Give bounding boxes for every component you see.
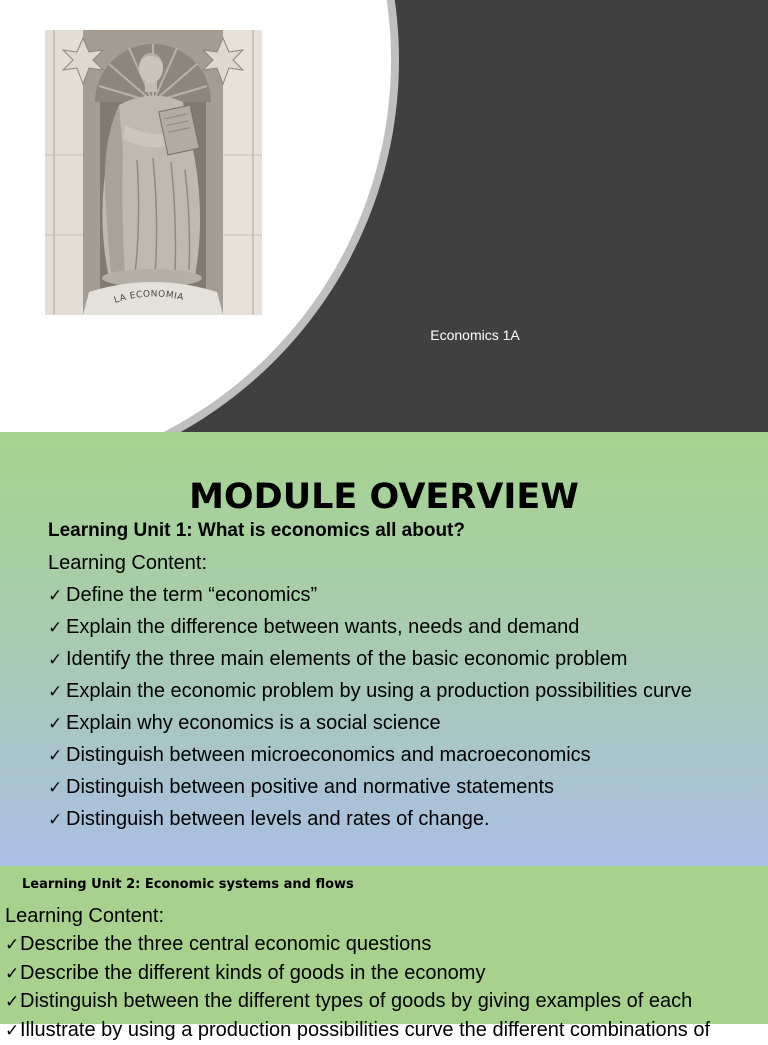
check-icon: ✓ (48, 682, 63, 702)
learning-unit-2-slide (0, 866, 768, 1041)
module-overview-slide (0, 432, 768, 866)
check-icon: ✓ (48, 650, 63, 670)
learning-unit-1-block (48, 515, 692, 835)
learning-outcome-text: Identify the three main elements of the basic economic problem (66, 648, 628, 670)
check-icon: ✓ (48, 714, 63, 734)
title-slide (0, 0, 768, 432)
slide-title: MODULE OVERVIEW (189, 477, 579, 517)
learning-outcome-text: Distinguish between microeconomics and macroeconomics (66, 744, 591, 766)
check-icon: ✓ (48, 778, 63, 798)
learning-unit-2-block (5, 902, 768, 1044)
learning-outcome-item (5, 1016, 768, 1044)
check-icon: ✓ (48, 810, 63, 830)
learning-outcome-text: Illustrate by using a production possibilities curve the different combinations of (20, 1018, 711, 1041)
statue-inscription: LA ECONOMIA (112, 289, 185, 306)
check-icon: ✓ (48, 746, 63, 766)
check-icon: ✓ (5, 963, 20, 984)
check-icon: ✓ (5, 935, 20, 956)
learning-outcome-item (48, 611, 692, 643)
learning-outcome-text: Explain the economic problem by using a production possibilities curve (66, 680, 692, 702)
learning-outcome-item (48, 803, 692, 835)
learning-outcome-item (48, 707, 692, 739)
course-subtitle: Economics 1A (430, 327, 520, 343)
learning-outcome-text: Describe the three central economic questions (20, 933, 432, 956)
learning-outcome-text: Distinguish between positive and normative statements (66, 776, 555, 798)
learning-outcome-item (5, 930, 768, 958)
check-icon: ✓ (5, 1020, 20, 1041)
learning-unit-heading: Learning Unit 2: Economic systems and flows (22, 877, 354, 892)
learning-outcome-item (5, 987, 768, 1015)
learning-outcome-text: Describe the different kinds of goods in the economy (20, 961, 486, 984)
check-icon: ✓ (48, 618, 63, 638)
learning-content-label: Learning Content: (48, 552, 208, 574)
statue-photo (45, 30, 262, 315)
check-icon: ✓ (5, 992, 20, 1013)
learning-outcome-text: Explain the difference between wants, needs and demand (66, 616, 580, 638)
learning-unit-heading: Learning Unit 1: What is economics all about? (48, 520, 465, 541)
learning-outcome-item (48, 739, 692, 771)
learning-outcome-text: Explain why economics is a social science (66, 712, 441, 734)
learning-outcome-text: Distinguish between the different types of goods by giving examples of each (20, 990, 693, 1013)
learning-outcome-item (48, 771, 692, 803)
learning-outcome-text: Distinguish between levels and rates of change. (66, 808, 490, 830)
learning-outcome-text: Define the term “economics” (66, 584, 318, 606)
learning-outcome-item (48, 579, 692, 611)
learning-content-label: Learning Content: (5, 905, 165, 927)
check-icon: ✓ (48, 586, 63, 606)
learning-outcome-item (48, 675, 692, 707)
learning-outcome-item (5, 959, 768, 987)
learning-outcome-item (48, 643, 692, 675)
